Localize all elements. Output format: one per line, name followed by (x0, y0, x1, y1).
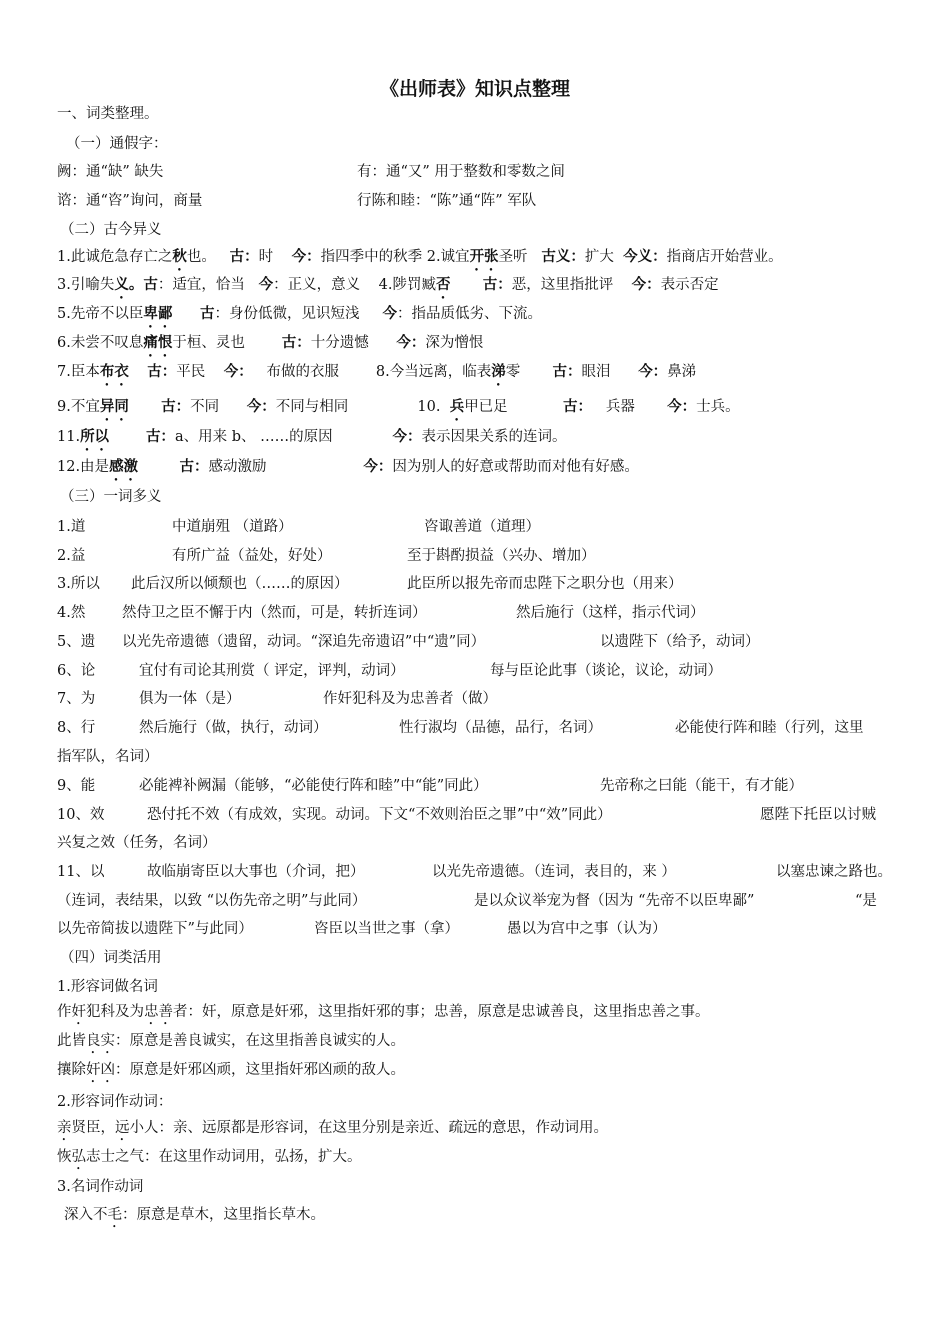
gujin-line-7: 7.臣本布衣 古：平民 今： 布做的衣服 8.今当远离，临表涕零 古：眼泪 今：鼻涕 (57, 363, 697, 380)
keyword: 感激 (109, 458, 139, 475)
gujin-line-5: 5.先帝不以臣卑鄙 古：身份低微，见识短浅 今：指品质低劣、下流。 (57, 305, 543, 322)
section-1-heading: 一、词类整理。 (57, 106, 159, 122)
tongjia-item-que: 阙：通“缺” 缺失 (57, 164, 164, 180)
duoyi-8-word: 8、行 (57, 720, 96, 736)
huoyong-1-item-c: 攘除奸凶：原意是奸邪凶顽，这里指奸邪凶顽的敌人。 (57, 1062, 405, 1078)
duoyi-6-example-b: 每与臣论此事（谈论，议论，动词） (490, 663, 722, 679)
duoyi-5-example-b: 以遗陛下（给予，动词） (600, 634, 760, 650)
duoyi-10-example-a: 恐付托不效（有成效，实现。动词。下文“不效则治臣之罪”中“效”同此） (147, 807, 612, 823)
duoyi-7-example-b: 作奸犯科及为忠善者（做） (323, 691, 497, 707)
duoyi-11-line-2c: “是 (855, 893, 877, 909)
duoyi-6-word: 6、论 (57, 663, 96, 679)
huoyong-1-item-b: 此皆良实：原意是善良诚实，在这里指善良诚实的人。 (57, 1033, 405, 1049)
keyword: 否 (435, 276, 451, 293)
duoyi-8-example-a: 然后施行（做，执行，动词） (139, 720, 328, 736)
huoyong-1-heading: 1.形容词做名词 (57, 979, 158, 995)
duoyi-10-example-b: 愿陛下托臣以讨贼 (760, 807, 876, 823)
duoyi-11-line-2b: 是以众议举宠为督（因为 “先帝不以臣卑鄙” (474, 893, 755, 909)
duoyi-8-example-b: 性行淑均（品德，品行，名词） (399, 720, 602, 736)
keyword: 布衣 (99, 363, 129, 380)
duoyi-1-word: 1.道 (57, 519, 86, 535)
keyword: 忠善 (144, 1004, 173, 1020)
duoyi-11-example-b: 以光先帝遗德。（连词，表目的，来 ） (432, 864, 676, 880)
duoyi-11-word: 11、以 (57, 864, 105, 880)
subsection-gujin-heading: （二）古今异义 (60, 222, 162, 238)
duoyi-10-continuation: 兴复之效（任务，名词） (57, 835, 217, 851)
gujin-line-11: 11.所以 古：a、用来 b、 ……的原因 今：表示因果关系的连词。 (57, 428, 567, 445)
gujin-line-12: 12.由是感激 古：感动激励 今：因为别人的好意或帮助而对他有好感。 (57, 458, 639, 475)
duoyi-7-word: 7、为 (57, 691, 96, 707)
keyword: 亲 (57, 1120, 72, 1136)
duoyi-6-example-a: 宜付有司论其刑赏（ 评定，评判，动词） (139, 663, 405, 679)
duoyi-9-example-a: 必能裨补阙漏（能够，“必能使行阵和睦”中“能”同此） (139, 778, 488, 794)
duoyi-3-word: 3.所以 (57, 576, 100, 592)
keyword: 奸 (71, 1004, 86, 1020)
keyword: 秋 (172, 248, 187, 265)
keyword: 远 (115, 1120, 130, 1136)
duoyi-2-word: 2.益 (57, 548, 86, 564)
tongjia-item-you: 有：通“又” 用于整数和零数之间 (357, 164, 565, 180)
duoyi-3-example-a: 此后汉所以倾颓也（……的原因） (131, 576, 349, 592)
duoyi-9-word: 9、能 (57, 778, 96, 794)
duoyi-5-word: 5、遗 (57, 634, 96, 650)
keyword: 所以 (80, 428, 110, 445)
huoyong-3-item-a: 深入不毛：原意是草木，这里指长草木。 (64, 1207, 325, 1223)
keyword: 弘 (71, 1149, 86, 1165)
keyword: 义 (114, 276, 129, 293)
gujin-line-6: 6.未尝不叹息痛恨于桓、灵也 古：十分遗憾 今：深为憎恨 (57, 334, 484, 351)
keyword: 痛恨 (143, 334, 173, 351)
duoyi-2-example-b: 至于斟酌损益（兴办、增加） (407, 548, 596, 564)
duoyi-8-continuation: 指军队，名词） (57, 749, 159, 765)
tongjia-item-zi: 谘：通“咨”询问，商量 (57, 193, 203, 209)
subsection-cileihuoyong-heading: （四）词类活用 (60, 950, 162, 966)
gujin-line-9: 9.不宜异同 古：不同 今：不同与相同 10. 兵甲已足 古： 兵器 今：士兵。 (57, 398, 740, 415)
document-title: 《出师表》知识点整理 (379, 78, 570, 100)
subsection-yiciduoyi-heading: （三）一词多义 (60, 489, 162, 505)
duoyi-9-example-b: 先帝称之曰能（能干，有才能） (600, 778, 803, 794)
duoyi-10-word: 10、效 (57, 807, 105, 823)
duoyi-11-example-c: 以塞忠谏之路也。 (776, 864, 892, 880)
gujin-line-3: 3.引喻失义。古：适宜，恰当 今：正义，意义 4.陟罚臧否 古：恶，这里指批评 今：表示否定 (57, 276, 719, 293)
keyword: 毛 (107, 1207, 122, 1223)
duoyi-3-example-b: 此臣所以报先帝而忠陛下之职分也（用来） (407, 576, 683, 592)
duoyi-11-example-a: 故临崩寄臣以大事也（介词，把） (147, 864, 365, 880)
keyword: 开张 (469, 248, 499, 265)
duoyi-4-word: 4.然 (57, 605, 86, 621)
huoyong-2-heading: 2.形容词作动词： (57, 1094, 173, 1110)
duoyi-4-example-a: 然侍卫之臣不懈于内（然而，可是，转折连词） (122, 605, 427, 621)
keyword: 兵 (449, 398, 465, 415)
duoyi-11-line-3b: 咨臣以当世之事（拿） (314, 921, 459, 937)
keyword: 涕 (491, 363, 506, 380)
duoyi-11-line-3c: 愚以为宫中之事（认为） (507, 921, 667, 937)
huoyong-3-heading: 3.名词作动词 (57, 1179, 144, 1195)
duoyi-8-example-c: 必能使行阵和睦（行列，这里 (675, 720, 864, 736)
keyword: 异同 (99, 398, 129, 415)
huoyong-2-item-a: 亲贤臣，远小人：亲、远原都是形容词，在这里分别是亲近、疏远的意思，作动词用。 (57, 1120, 608, 1136)
duoyi-2-example-a: 有所广益（益处，好处） (172, 548, 332, 564)
gujin-line-1: 1.此诚危急存亡之秋也。 古：时 今：指四季中的秋季 2.诚宜开张圣听 古义：扩大 今义：指商店开始营业。 (57, 248, 783, 265)
duoyi-5-example-a: 以光先帝遗德（遗留，动词。“深追先帝遗诏”中“遗”同） (122, 634, 486, 650)
keyword: 奸凶 (86, 1062, 115, 1078)
duoyi-11-line-2a: （连词，表结果，以致 “以伤先帝之明”与此同） (57, 893, 367, 909)
keyword: 卑鄙 (143, 305, 173, 322)
keyword: 良实 (86, 1033, 115, 1049)
duoyi-4-example-b: 然后施行（这样，指示代词） (516, 605, 705, 621)
duoyi-11-line-3a: 以先帝简拔以遗陛下”与此同） (57, 921, 253, 937)
tongjia-item-chen: 行陈和睦：“陈”通“阵” 军队 (357, 193, 537, 209)
subsection-tongjiazi-heading: （一）通假字： (66, 136, 168, 152)
duoyi-1-example-a: 中道崩殂 （道路） (172, 519, 293, 535)
huoyong-1-item-a: 作奸犯科及为忠善者：奸，原意是奸邪，这里指奸邪的事；忠善，原意是忠诚善良，这里指忠善之事。 (57, 1004, 710, 1020)
huoyong-2-item-b: 恢弘志士之气：在这里作动词用，弘扬，扩大。 (57, 1149, 362, 1165)
duoyi-7-example-a: 俱为一体（是） (139, 691, 241, 707)
duoyi-1-example-b: 咨诹善道（道理） (424, 519, 540, 535)
